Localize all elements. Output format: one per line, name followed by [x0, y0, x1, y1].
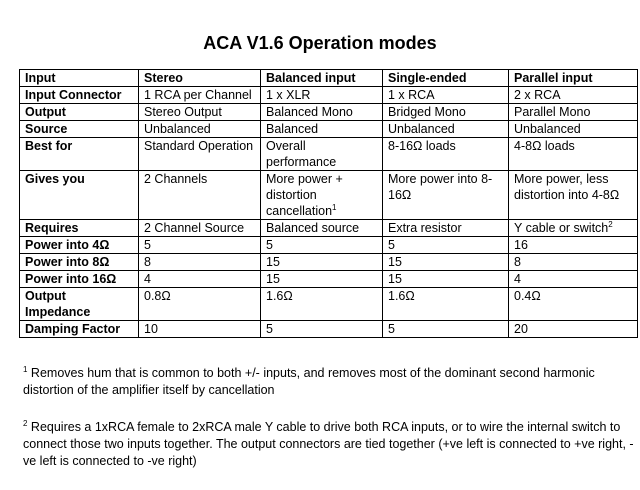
table-cell: [383, 87, 509, 104]
footnote-marker: 2: [608, 219, 613, 229]
cell-text: 5: [266, 238, 273, 252]
table-row: [20, 220, 638, 237]
table-cell: [139, 321, 261, 338]
cell-text: Unbalanced: [388, 122, 455, 136]
cell-text: 16: [514, 238, 528, 252]
cell-text: 1.6Ω: [266, 289, 293, 303]
cell-text: 2 Channel Source: [144, 221, 245, 235]
cell-text: Standard Operation: [144, 139, 254, 153]
table-cell: [383, 220, 509, 237]
cell-text: More power into 8-16Ω: [388, 172, 493, 202]
cell-text: 0.8Ω: [144, 289, 171, 303]
column-header: Input: [20, 70, 139, 87]
row-label: Source: [20, 121, 139, 138]
table-row: [20, 237, 638, 254]
cell-text: 5: [388, 322, 395, 336]
cell-text: 15: [266, 255, 280, 269]
table-cell: [139, 104, 261, 121]
cell-text: Overall performance: [266, 139, 337, 169]
table-cell: [139, 121, 261, 138]
table-cell: [261, 87, 383, 104]
cell-text: 1 x RCA: [388, 88, 435, 102]
cell-text: Extra resistor: [388, 221, 462, 235]
table-row: [20, 87, 638, 104]
footnotes: [23, 365, 635, 490]
cell-text: 2 Channels: [144, 172, 208, 186]
table-cell: [509, 138, 638, 171]
cell-text: 8: [514, 255, 521, 269]
footnote-number: 2: [23, 418, 28, 428]
table-cell: [261, 104, 383, 121]
column-header: Stereo: [139, 70, 261, 87]
table-cell: [139, 254, 261, 271]
row-label: Power into 4Ω: [20, 237, 139, 254]
table-cell: [383, 104, 509, 121]
table-cell: [261, 138, 383, 171]
cell-text: Stereo Output: [144, 105, 222, 119]
operation-modes-table: [19, 69, 638, 338]
table-cell: [383, 138, 509, 171]
cell-text: Unbalanced: [144, 122, 211, 136]
table-row: [20, 254, 638, 271]
cell-text: 4: [144, 272, 151, 286]
cell-text: 15: [388, 272, 402, 286]
column-header: Single-ended: [383, 70, 509, 87]
table-cell: [139, 138, 261, 171]
row-label: Output: [20, 104, 139, 121]
table-cell: [139, 288, 261, 321]
table-cell: [139, 87, 261, 104]
cell-text: 15: [266, 272, 280, 286]
table-cell: [509, 288, 638, 321]
table-header-row: [20, 70, 638, 87]
table-cell: [509, 121, 638, 138]
table-row: [20, 171, 638, 220]
cell-text: 4-8Ω loads: [514, 139, 575, 153]
cell-text: 0.4Ω: [514, 289, 541, 303]
table-cell: [261, 288, 383, 321]
cell-text: 1 RCA per Channel: [144, 88, 252, 102]
cell-text: Balanced source: [266, 221, 360, 235]
row-label: Requires: [20, 220, 139, 237]
row-label: Output Impedance: [20, 288, 139, 321]
footnote: [23, 419, 635, 470]
table-cell: [139, 271, 261, 288]
cell-text: 5: [266, 322, 273, 336]
cell-text: 8-16Ω loads: [388, 139, 456, 153]
table-cell: [383, 237, 509, 254]
cell-text: 2 x RCA: [514, 88, 561, 102]
cell-text: 1.6Ω: [388, 289, 415, 303]
footnote: [23, 365, 635, 399]
table-cell: [509, 104, 638, 121]
cell-text: Parallel Mono: [514, 105, 591, 119]
column-header: Parallel input: [509, 70, 638, 87]
page-title: ACA V1.6 Operation modes: [203, 33, 437, 53]
cell-text: 15: [388, 255, 402, 269]
row-label: Damping Factor: [20, 321, 139, 338]
table-cell: [383, 121, 509, 138]
table-row: [20, 271, 638, 288]
table-cell: [383, 271, 509, 288]
row-label: Input Connector: [20, 87, 139, 104]
table-row: [20, 104, 638, 121]
table-cell: [509, 87, 638, 104]
footnote-number: 1: [23, 364, 28, 374]
table-row: [20, 288, 638, 321]
table-cell: [509, 220, 638, 237]
cell-text: 1 x XLR: [266, 88, 311, 102]
cell-text: 8: [144, 255, 151, 269]
row-label: Power into 16Ω: [20, 271, 139, 288]
table-cell: [261, 271, 383, 288]
table-cell: [383, 171, 509, 220]
table-cell: [261, 254, 383, 271]
table-cell: [139, 171, 261, 220]
table-cell: [261, 220, 383, 237]
cell-text: 20: [514, 322, 528, 336]
table-row: [20, 138, 638, 171]
table-cell: [383, 321, 509, 338]
cell-text: 4: [514, 272, 521, 286]
cell-text: Balanced Mono: [266, 105, 353, 119]
row-label: Power into 8Ω: [20, 254, 139, 271]
table-cell: [383, 254, 509, 271]
table-cell: [509, 254, 638, 271]
table-cell: [139, 220, 261, 237]
table-row: [20, 121, 638, 138]
footnote-text: Removes hum that is common to both +/- inputs, and removes most of the dominant second harmonic distortion of the amplifier itself by cancellation: [23, 366, 595, 397]
cell-text: Y cable or switch: [514, 221, 609, 235]
column-header: Balanced input: [261, 70, 383, 87]
cell-text: Balanced: [266, 122, 319, 136]
table-cell: [383, 288, 509, 321]
table-header: [20, 70, 638, 87]
row-label: Gives you: [20, 171, 139, 220]
table-cell: [139, 237, 261, 254]
table-cell: [261, 321, 383, 338]
cell-text: 5: [388, 238, 395, 252]
footnote-marker: 1: [332, 202, 337, 212]
cell-text: 5: [144, 238, 151, 252]
table-cell: [509, 171, 638, 220]
table-body: [20, 87, 638, 338]
footnote-text: Requires a 1xRCA female to 2xRCA male Y cable to drive both RCA inputs, or to wire the internal switch to connect those two inputs together. The output connectors are tied together (+ve left is connected to +ve right, -ve left is connected to -ve right): [23, 420, 634, 468]
cell-text: More power + distortion cancellation: [266, 172, 343, 218]
table-cell: [261, 171, 383, 220]
row-label: Best for: [20, 138, 139, 171]
cell-text: More power, less distortion into 4-8Ω: [514, 172, 620, 202]
table-cell: [509, 321, 638, 338]
table-cell: [509, 237, 638, 254]
table-cell: [261, 121, 383, 138]
table-cell: [261, 237, 383, 254]
table-cell: [509, 271, 638, 288]
table-row: [20, 321, 638, 338]
cell-text: 10: [144, 322, 158, 336]
cell-text: Bridged Mono: [388, 105, 466, 119]
cell-text: Unbalanced: [514, 122, 581, 136]
